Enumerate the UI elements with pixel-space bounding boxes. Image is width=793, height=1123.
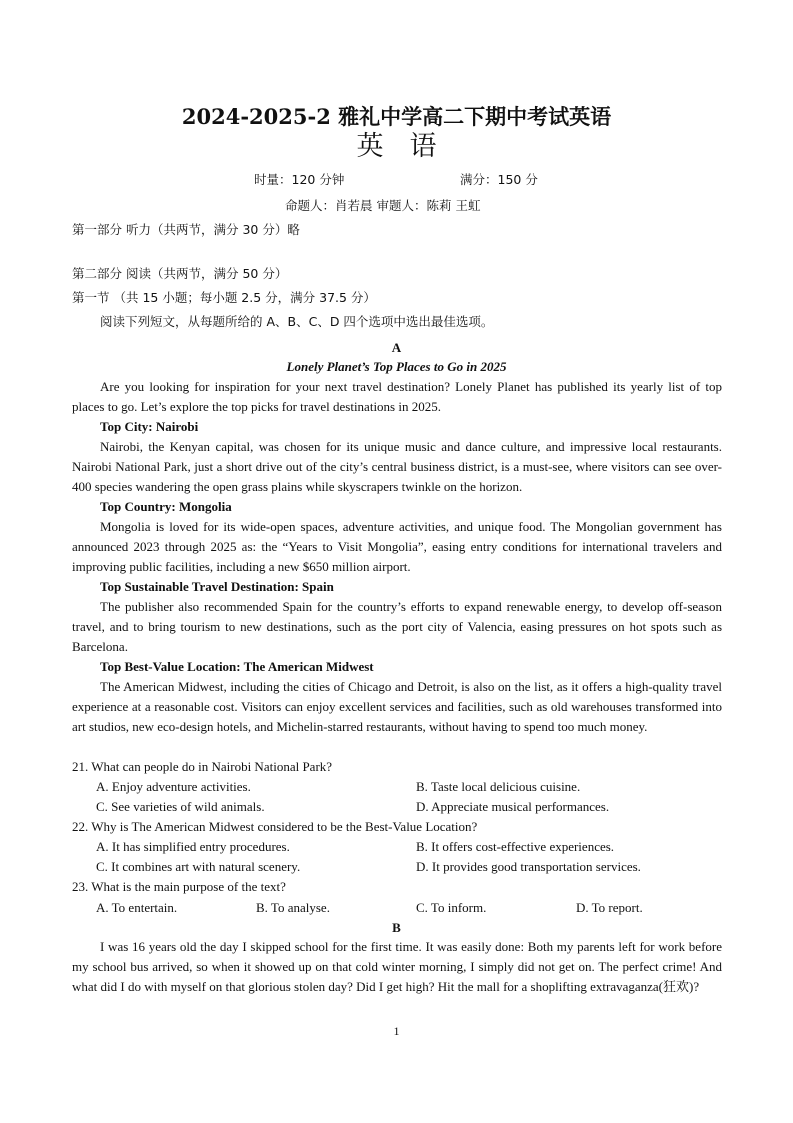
question-22-option-c: C. It combines art with natural scenery. bbox=[96, 859, 301, 874]
passage-a-para-spain: The publisher also recommended Spain for the country’s efforts to expand renewable energy, to develop off-season travel, and to bring tourism to new destinations, such as the port city of Valencia, easing pressures on hot spots such as Barcelona. bbox=[72, 599, 722, 654]
question-21-option-d: D. Appreciate musical performances. bbox=[416, 799, 610, 814]
question-23-option-d: D. To report. bbox=[576, 900, 643, 915]
question-22-option-a: A. It has simplified entry procedures. bbox=[96, 839, 290, 854]
question-23: 23. What is the main purpose of the text? bbox=[72, 879, 286, 894]
part1-heading: 第一部分 听力（共两节，满分 30 分）略 bbox=[72, 222, 300, 237]
subject-title: 英语 bbox=[356, 131, 463, 162]
reading-instruction: 阅读下列短文，从每题所给的 A、B、C、D 四个选项中选出最佳选项。 bbox=[100, 314, 494, 329]
passage-a-heading-city: Top City: Nairobi bbox=[100, 419, 199, 434]
section1-heading: 第一节 （共 15 小题；每小题 2.5 分，满分 37.5 分） bbox=[72, 290, 376, 305]
question-22-option-b: B. It offers cost-effective experiences. bbox=[416, 839, 615, 854]
passage-a-para-mongolia: Mongolia is loved for its wide-open spaces, adventure activities, and unique food. The Mongolian government has announced 2023 through 2025 as: the “Years to Visit Mongolia”, easing entry conditions for international travelers and improving public facilities, including a new $650 million airport. bbox=[72, 519, 722, 574]
question-23-option-a: A. To entertain. bbox=[96, 900, 178, 915]
passage-b-label: B bbox=[392, 920, 401, 935]
question-21: 21. What can people do in Nairobi National Park? bbox=[72, 759, 333, 774]
question-21-option-b: B. Taste local delicious cuisine. bbox=[416, 779, 581, 794]
passage-a-para-nairobi: Nairobi, the Kenyan capital, was chosen for its unique music and dance culture, and impressive local restaurants. Nairobi National Park, just a short drive out of the city’s central business district, is a must-see, where visitors can see over-400 species wandering the open grass plains while skyscrapers twinkle on the horizon. bbox=[72, 439, 722, 494]
exam-authors: 命题人：肖若晨 审题人：陈莉 王虹 bbox=[285, 198, 481, 213]
passage-a-heading-country: Top Country: Mongolia bbox=[100, 499, 232, 514]
question-21-option-a: A. Enjoy adventure activities. bbox=[96, 779, 251, 794]
question-21-option-c: C. See varieties of wild animals. bbox=[96, 799, 265, 814]
question-23-option-c: C. To inform. bbox=[416, 900, 487, 915]
exam-score: 满分：150 分 bbox=[460, 172, 538, 187]
part2-heading: 第二部分 阅读（共两节，满分 50 分） bbox=[72, 266, 288, 281]
passage-a-para-midwest: The American Midwest, including the cities of Chicago and Detroit, is also on the list, as it offers a high-quality travel experience at a reasonable cost. Visitors can enjoy excellent services and facilities, such as old warehouses transformed into art studios, new eco-design hotels, and Michelin-starred restaurants, without having to spend too much money. bbox=[72, 679, 722, 734]
passage-a-label: A bbox=[391, 340, 402, 355]
passage-a-heading-value: Top Best-Value Location: The American Midwest bbox=[100, 659, 374, 674]
exam-time: 时量：120 分钟 bbox=[254, 172, 345, 187]
question-22-option-d: D. It provides good transportation services. bbox=[416, 859, 641, 874]
passage-a-title: Lonely Planet’s Top Places to Go in 2025 bbox=[286, 359, 507, 374]
passage-b-para-1: I was 16 years old the day I skipped school for the first time. It was easily done: Both my parents left for work before my school bus arrived, so when it showed up on that cold winter morning, I simply did not get on. The perfect crime! And what did I do with myself on that glorious stolen day? Did I get high? Hit the mall for a shoplifting extravaganza(狂欢)? bbox=[72, 939, 722, 994]
passage-a-heading-sustainable: Top Sustainable Travel Destination: Spain bbox=[100, 579, 334, 594]
question-23-option-b: B. To analyse. bbox=[256, 900, 330, 915]
exam-title: 2024-2025-2 雅礼中学高二下期中考试英语 bbox=[181, 104, 612, 129]
passage-a-intro: Are you looking for inspiration for your next travel destination? Lonely Planet has published its yearly list of top places to go. Let’s explore the top picks for travel destinations in 2025. bbox=[72, 379, 722, 414]
question-22: 22. Why is The American Midwest considered to be the Best-Value Location? bbox=[72, 819, 478, 834]
page-number: 1 bbox=[393, 1024, 400, 1038]
